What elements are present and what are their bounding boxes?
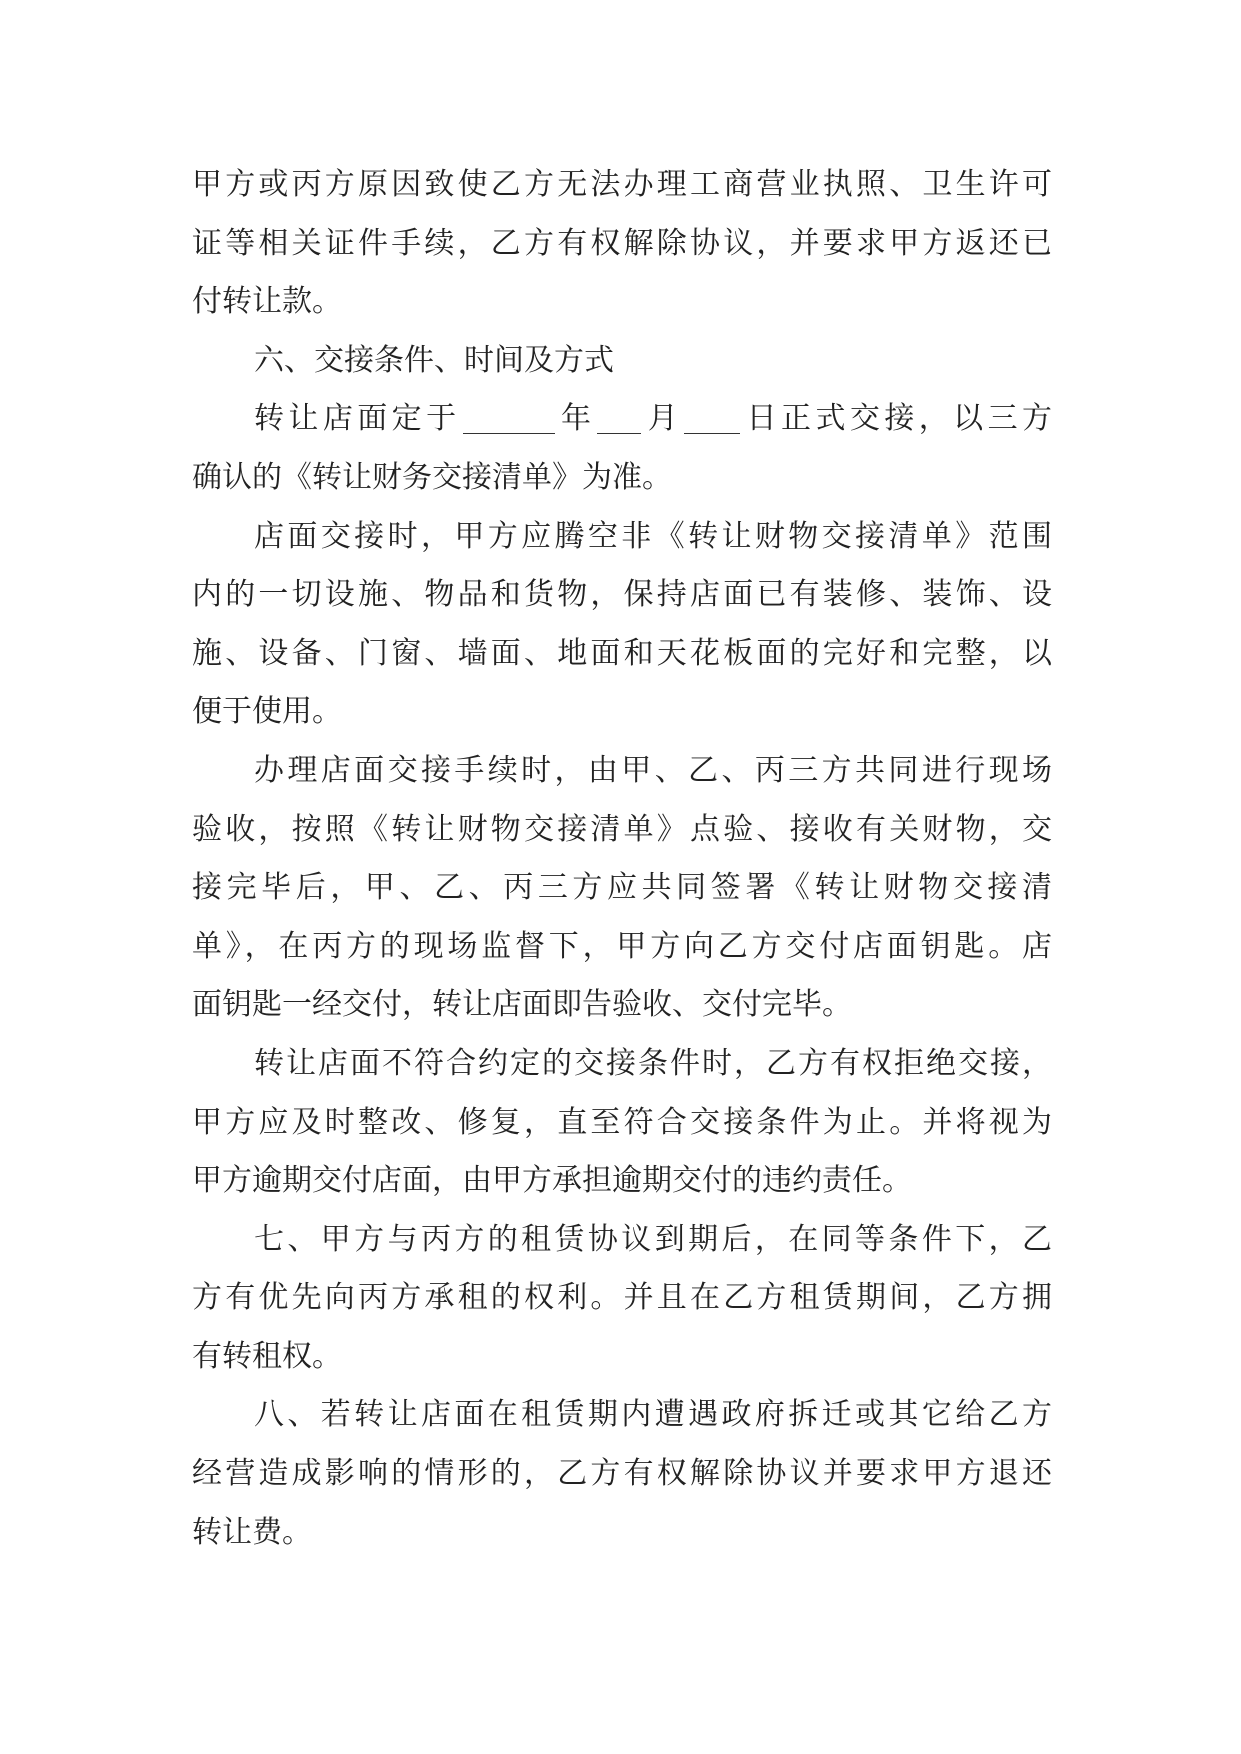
text-line: 证等相关证件手续，乙方有权解除协议，并要求甲方返还已 [192, 225, 1052, 261]
text-line: 办理店面交接手续时，由甲、乙、丙三方共同进行现场 [254, 752, 1052, 788]
text-line: 甲方或丙方原因致使乙方无法办理工商营业执照、卫生许可 [192, 167, 1052, 202]
text-line: 接完毕后，甲、乙、丙三方应共同签署《转让财物交接清 [192, 870, 1052, 906]
handover-date-line [192, 390, 1052, 449]
text-line: 有转租权。 [192, 1338, 342, 1374]
text-line: 确认的《转让财务交接清单》为准。 [192, 459, 672, 495]
section-eight-line: 八、若转让店面在租赁期内遭遇政府拆迁或其它给乙方 [254, 1397, 1052, 1433]
text-line: 施、设备、门窗、墙面、地面和天花板面的完好和完整，以 [192, 635, 1052, 671]
section-heading-six: 六、交接条件、时间及方式 [254, 342, 614, 378]
text-line: 付转让款。 [192, 284, 342, 320]
text-line: 方有优先向丙方承租的权利。并且在乙方租赁期间，乙方拥 [192, 1280, 1052, 1316]
text-line: 验收，按照《转让财物交接清单》点验、接收有关财物，交 [192, 811, 1052, 847]
text-line: 店面交接时，甲方应腾空非《转让财物交接清单》范围 [254, 518, 1052, 554]
month-blank [597, 401, 641, 434]
text-line: 甲方应及时整改、修复，直至符合交接条件为止。并将视为 [192, 1104, 1052, 1140]
text-line: 甲方逾期交付店面，由甲方承担逾期交付的违约责任。 [192, 1163, 912, 1199]
text-line: 转让费。 [192, 1514, 312, 1550]
day-blank [684, 401, 740, 434]
year-blank [463, 401, 555, 434]
day-suffix: 日正式交接，以三方 [742, 401, 1052, 437]
text-line: 便于使用。 [192, 694, 342, 730]
year-unit: 年 [556, 401, 596, 437]
month-unit: 月 [643, 401, 683, 437]
text-line: 单》，在丙方的现场监督下，甲方向乙方交付店面钥匙。店 [192, 928, 1052, 964]
text-line: 面钥匙一经交付，转让店面即告验收、交付完毕。 [192, 987, 852, 1023]
document-body [192, 156, 1052, 1562]
handover-date-prefix: 转让店面定于 [254, 401, 461, 437]
text-line: 转让店面不符合约定的交接条件时，乙方有权拒绝交接， [254, 1045, 1052, 1081]
text-line: 内的一切设施、物品和货物，保持店面已有装修、装饰、设 [192, 577, 1052, 613]
text-line: 经营造成影响的情形的，乙方有权解除协议并要求甲方退还 [192, 1456, 1052, 1492]
section-seven-line: 七、甲方与丙方的租赁协议到期后，在同等条件下，乙 [254, 1221, 1052, 1257]
